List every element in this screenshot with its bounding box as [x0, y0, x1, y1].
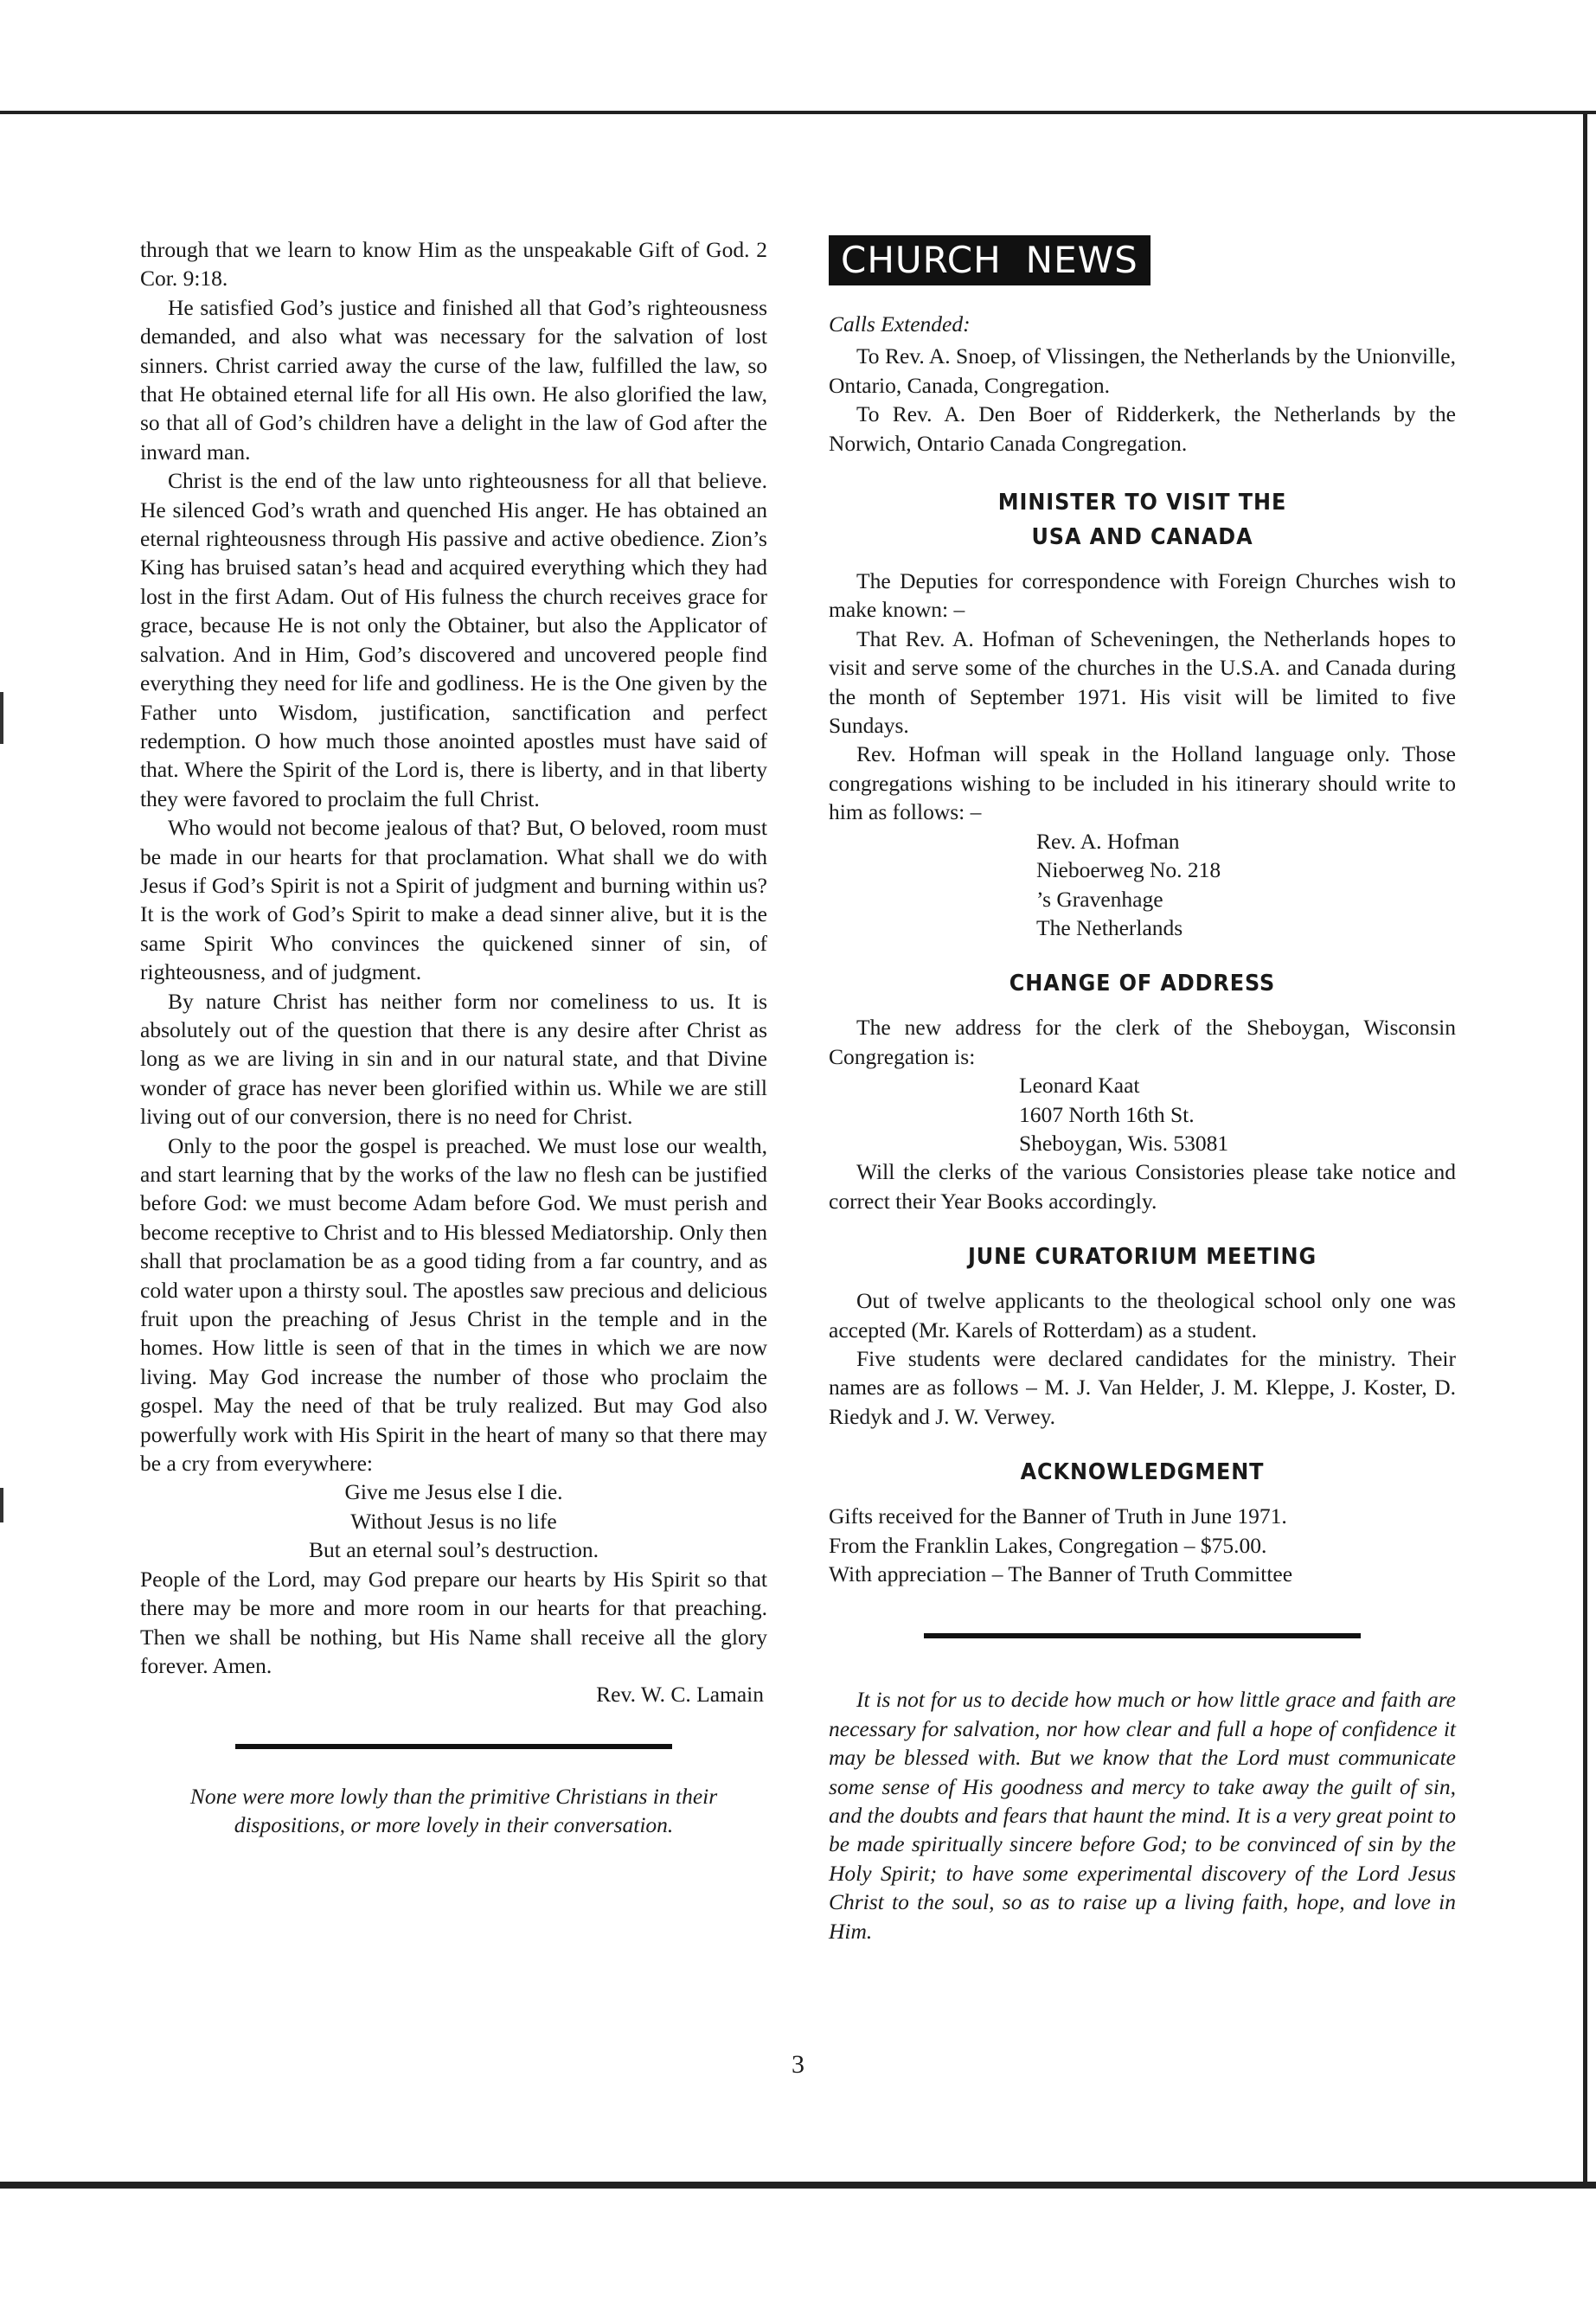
article-paragraph: By nature Christ has neither form nor comeliness to us. It is absolutely out of the question that there is any desire after Christ as long as we are living in sin and in our natural state, and that Divine wonder of grace has never been glorified within us. While we are still living out of our conversion, there is no need for Christ.: [140, 988, 767, 1130]
poem-line: Without Jesus is no life: [350, 1508, 557, 1534]
banner-word: CHURCH: [841, 239, 1002, 281]
page-border-bottom: [0, 2182, 1596, 2189]
right-column: [829, 235, 1456, 1945]
article-paragraph: Christ is the end of the law unto righteousness for all that believe. He silenced God’s wrath and quenched His anger. He has obtained an eternal righteousness through His passive and active obedience. Zion’s King has bruised satan’s head and acquired everything which they had lost in the first Adam. Out of His fulness the church receives grace for grace, because He is not only the Obtainer, but also the Applicator of salvation. And in Him, God’s discovered and uncovered people find everything they need for life and godliness. He is the One given by the Father unto Wisdom, justification, sanctification and perfect redemption. O how much those anointed apostles must have said of that. Where the Spirit of the Lord is, there is liberty, and in that liberty they were favored to proclaim the full Christ.: [140, 468, 767, 811]
heading-line: USA AND CANADA: [1031, 524, 1253, 551]
minister-paragraph: That Rev. A. Hofman of Scheveningen, the Netherlands hopes to visit and serve some of the churches in the U.S.A. and Canada during the month of September 1971. His visit will be limited to five Sundays.: [829, 625, 1456, 739]
address-line: Nieboerweg No. 218: [1036, 857, 1221, 883]
poem: [140, 1477, 767, 1564]
banner-word: NEWS: [1025, 239, 1138, 281]
page-border-top: [0, 111, 1596, 114]
address-line: The Netherlands: [1036, 914, 1183, 940]
article-paragraph: Who would not become jealous of that? But, O beloved, room must be made in our hearts for that proclamation. What shall we do with Jesus if God’s Spirit is not a Spirit of judgment and burning within us? It is the work of God’s Spirit to make a dead sinner alive, but it is the same Spirit Who convinces the quickened sinner of sin, of righteousness, and of judgment.: [140, 815, 767, 985]
article-paragraph: through that we learn to know Him as the unspeakable Gift of God. 2 Cor. 9:18.: [140, 237, 767, 292]
address-line: Rev. A. Hofman: [1036, 828, 1180, 854]
address-line: Leonard Kaat: [1019, 1073, 1140, 1099]
calls-extended-label: Calls Extended:: [829, 311, 971, 336]
section-heading-curatorium: JUNE CURATORIUM MEETING: [967, 1244, 1317, 1271]
minister-paragraph: The Deputies for correspondence with Foreign Churches wish to make known: –: [829, 568, 1456, 623]
change-intro: The new address for the clerk of the Sheboygan, Wisconsin Congregation is:: [829, 1015, 1456, 1069]
address-line: ’s Gravenhage: [1036, 886, 1163, 912]
minister-paragraph: Rev. Hofman will speak in the Holland language only. Those congregations wishing to be included in his itinerary should write to him as follows: –: [829, 741, 1456, 825]
divider-rule: [235, 1744, 672, 1749]
church-news-banner: [829, 235, 1151, 285]
ack-line: Gifts received for the Banner of Truth in June 1971.: [829, 1503, 1287, 1529]
closing-paragraph: People of the Lord, may God prepare our hearts by His Spirit so that there may be more and more room in our hearts for that preaching. Then we shall be nothing, but His Name shall receive all the glory forever. Amen.: [140, 1566, 767, 1678]
curatorium-paragraph: Out of twelve applicants to the theological school only one was accepted (Mr. Karels of Rotterdam) as a student.: [829, 1288, 1456, 1343]
ack-line: With appreciation – The Banner of Truth Committee: [829, 1561, 1293, 1586]
section-heading-change-of-address: CHANGE OF ADDRESS: [1009, 971, 1276, 997]
ack-line: From the Franklin Lakes, Congregation – $75.00.: [829, 1532, 1267, 1558]
page-number: 3: [792, 2050, 804, 2079]
curatorium-paragraph: Five students were declared candidates for the ministry. Their names are as follows – M. J. Van Helder, J. M. Kleppe, J. Koster, D. Riedyk and J. W. Verwey.: [829, 1345, 1456, 1429]
poem-line: But an eternal soul’s destruction.: [309, 1537, 599, 1563]
address-line: Sheboygan, Wis. 53081: [1019, 1130, 1229, 1156]
address-line: 1607 North 16th St.: [1019, 1101, 1195, 1127]
kaat-address: [829, 1071, 1456, 1157]
article-paragraph: Only to the poor the gospel is preached. We must lose our wealth, and start learning that by the works of the law no flesh can be justified before God: we must become Adam before God. We must perish and become receptive to Christ and to His blessed Mediatorship. Only then shall that proclamation be as a good tiding from a far country, and as cold water upon a thirsty soul. The apostles saw precious and delicious fruit upon the preaching of Jesus Christ in the temple and in the homes. How little is seen of that in the times in which we are now living. May God increase the number of those who proclaim the gospel. May the need of that be truly realized. But may God also powerfully work with His Spirit in the heart of many so that there may be a cry from everywhere:: [140, 1132, 767, 1477]
hofman-address: [829, 827, 1456, 943]
call-item: To Rev. A. Den Boer of Ridderkerk, the Netherlands by the Norwich, Ontario Canada Congregation.: [829, 401, 1456, 456]
article-paragraph: He satisfied God’s justice and finished all that God’s righteousness demanded, and also what was necessary for the salvation of lost sinners. Christ carried away the curse of the law, fulfilled the law, so that He obtained eternal life for all His own. He also glorified the law, so that all of God’s children have a delight in the law of God after the inward man.: [140, 294, 767, 465]
call-item: To Rev. A. Snoep, of Vlissingen, the Netherlands by the Unionville, Ontario, Canada, Congregation.: [829, 343, 1456, 398]
signature: Rev. W. C. Lamain: [596, 1682, 764, 1708]
left-quote: None were more lowly than the primitive Christians in their dispositions, or more lovely in their conversation.: [189, 1783, 718, 1838]
binding-mark: [0, 1488, 3, 1522]
section-heading-minister: [854, 485, 1431, 554]
section-heading-acknowledgment: ACKNOWLEDGMENT: [1020, 1459, 1265, 1486]
divider-rule: [924, 1633, 1361, 1638]
change-note: Will the clerks of the various Consistories please take notice and correct their Year Books accordingly.: [829, 1159, 1456, 1214]
right-quote: It is not for us to decide how much or how little grace and faith are necessary for salvation, nor how clear and full a hope of confidence it may be blessed with. But we know that the Lord must communicate some sense of His goodness and mercy to take away the guilt of sin, and the doubts and fears that haunt the mind. It is a very great point to be made spiritually sincere before God; to be convinced of sin by the Holy Spirit; to have some experimental discovery of the Lord Jesus Christ to the soul, so as to raise up a living faith, hope, and love in Him.: [829, 1687, 1456, 1944]
poem-line: Give me Jesus else I die.: [344, 1479, 563, 1505]
binding-mark: [0, 692, 3, 744]
left-column: [140, 235, 767, 1840]
heading-line: MINISTER TO VISIT THE: [997, 490, 1287, 516]
page-border-right: [1583, 111, 1587, 2187]
